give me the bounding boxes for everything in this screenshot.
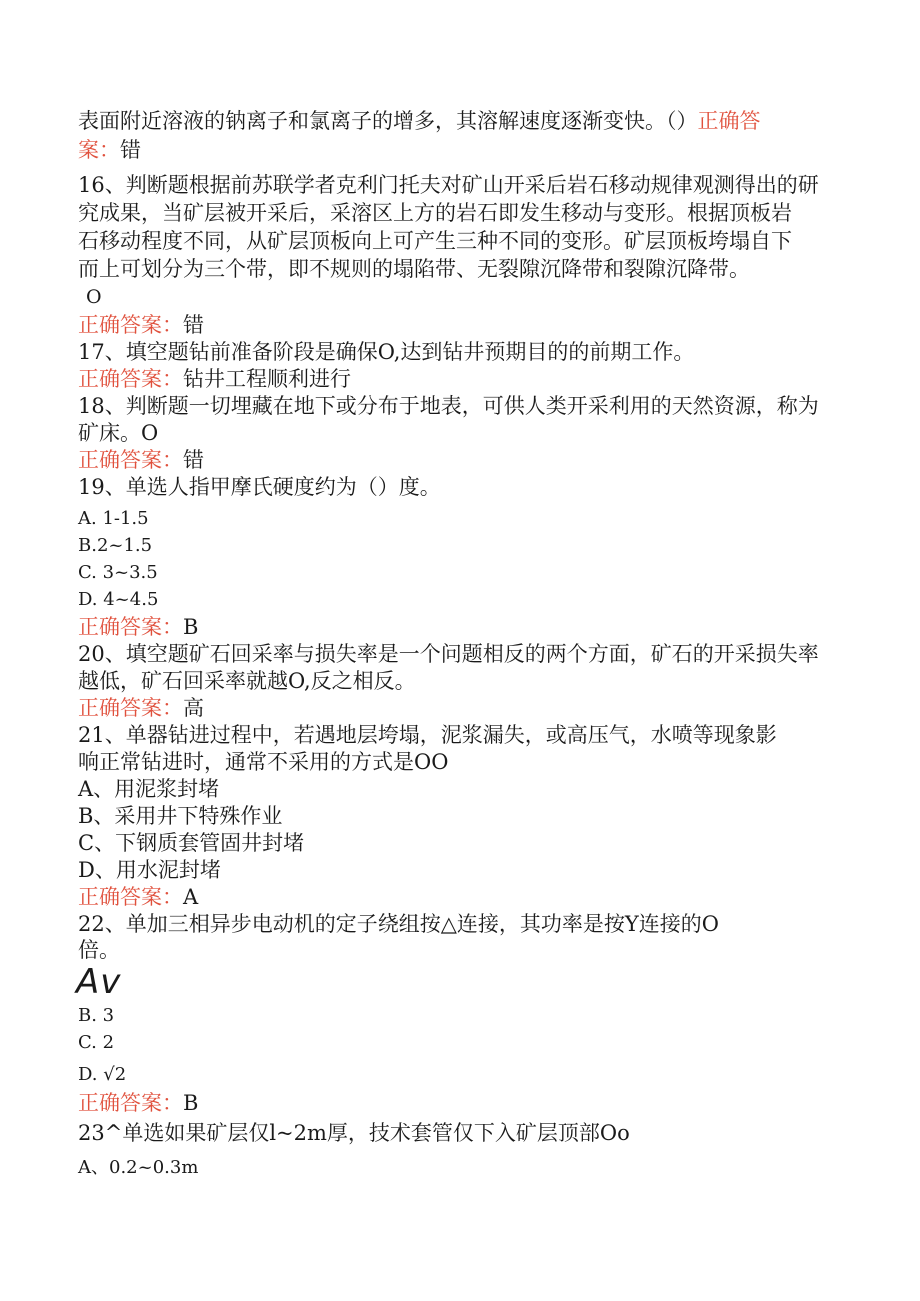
q19-option-a: A. 1-1.5	[78, 508, 149, 529]
q20-line-1: 20、填空题矿石回采率与损失率是一个问题相反的两个方面，矿石的开采损失率	[78, 642, 819, 666]
q21-option-c: C、下钢质套管固井封堵	[78, 831, 305, 855]
q17-line-1: 17、填空题钻前准备阶段是确保O,达到钻井预期目的的前期工作。	[78, 340, 695, 364]
q19-option-b: B.2~1.5	[78, 535, 153, 556]
q15-answer-label-tail: 案：	[78, 138, 120, 162]
q18-line-2: 矿床。O	[78, 421, 159, 445]
q23-line-1: 23^单选如果矿层仅l~2m厚，技术套管仅下入矿层顶部Oo	[78, 1121, 630, 1145]
q21-option-d: D、用水泥封堵	[78, 858, 221, 882]
q21-answer: 正确答案：A	[78, 885, 199, 909]
q20-line-2: 越低，矿石回采率就越O,反之相反。	[78, 669, 416, 693]
q16-line-4: 而上可划分为三个带，即不规则的塌陷带、无裂隙沉降带和裂隙沉降带。	[78, 257, 750, 281]
q19-line-1: 19、单选人指甲摩氏硬度约为（）度。	[78, 475, 441, 499]
q22-line-1: 22、单加三相异步电动机的定子绕组按△连接，其功率是按Y连接的O	[78, 912, 719, 936]
q21-line-1: 21、单器钻进过程中，若遇地层垮塌，泥浆漏失，或高压气，水喷等现象影	[78, 723, 777, 747]
q16-answer: 正确答案：错	[78, 313, 204, 337]
q21-option-b: B、采用井下特殊作业	[78, 804, 283, 828]
q22-option-d: D. √2	[78, 1064, 127, 1085]
q15-answer: 案：错	[78, 138, 141, 162]
q22-option-b: B. 3	[78, 1005, 115, 1026]
q16-blank: O	[86, 286, 102, 308]
q15-answer-label-head: 正确答	[697, 109, 761, 133]
q19-option-c: C. 3~3.5	[78, 562, 158, 583]
q22-option-a-garbled: Av	[76, 962, 122, 1002]
q19-option-d: D. 4~4.5	[78, 589, 159, 610]
q22-line-2: 倍。	[78, 938, 120, 962]
q16-line-3: 石移动程度不同，从矿层顶板向上可产生三种不同的变形。矿层顶板垮塌自下	[78, 229, 792, 253]
q17-answer: 正确答案：钻井工程顺利进行	[78, 367, 351, 391]
q22-option-c: C. 2	[78, 1032, 115, 1053]
q16-line-2: 究成果，当矿层被开采后，采溶区上方的岩石即发生移动与变形。根据顶板岩	[78, 201, 792, 225]
q21-option-a: A、用泥浆封堵	[78, 777, 220, 801]
q18-line-1: 18、判断题一切埋藏在地下或分布于地表，可供人类开采利用的天然资源，称为	[78, 394, 819, 418]
q21-line-2: 响正常钻进时，通常不采用的方式是OO	[78, 750, 449, 774]
q22-answer: 正确答案：B	[78, 1091, 199, 1115]
q15-line-1: 表面附近溶液的钠离子和氯离子的增多，其溶解速度逐渐变快。（）正确答	[78, 109, 761, 133]
q16-line-1: 16、判断题根据前苏联学者克利门托夫对矿山开采后岩石移动规律观测得出的研	[78, 173, 819, 197]
q18-answer: 正确答案：错	[78, 448, 204, 472]
q23-option-a: A、0.2~0.3m	[78, 1157, 199, 1178]
q19-answer: 正确答案：B	[78, 615, 199, 639]
q20-answer: 正确答案：高	[78, 696, 204, 720]
